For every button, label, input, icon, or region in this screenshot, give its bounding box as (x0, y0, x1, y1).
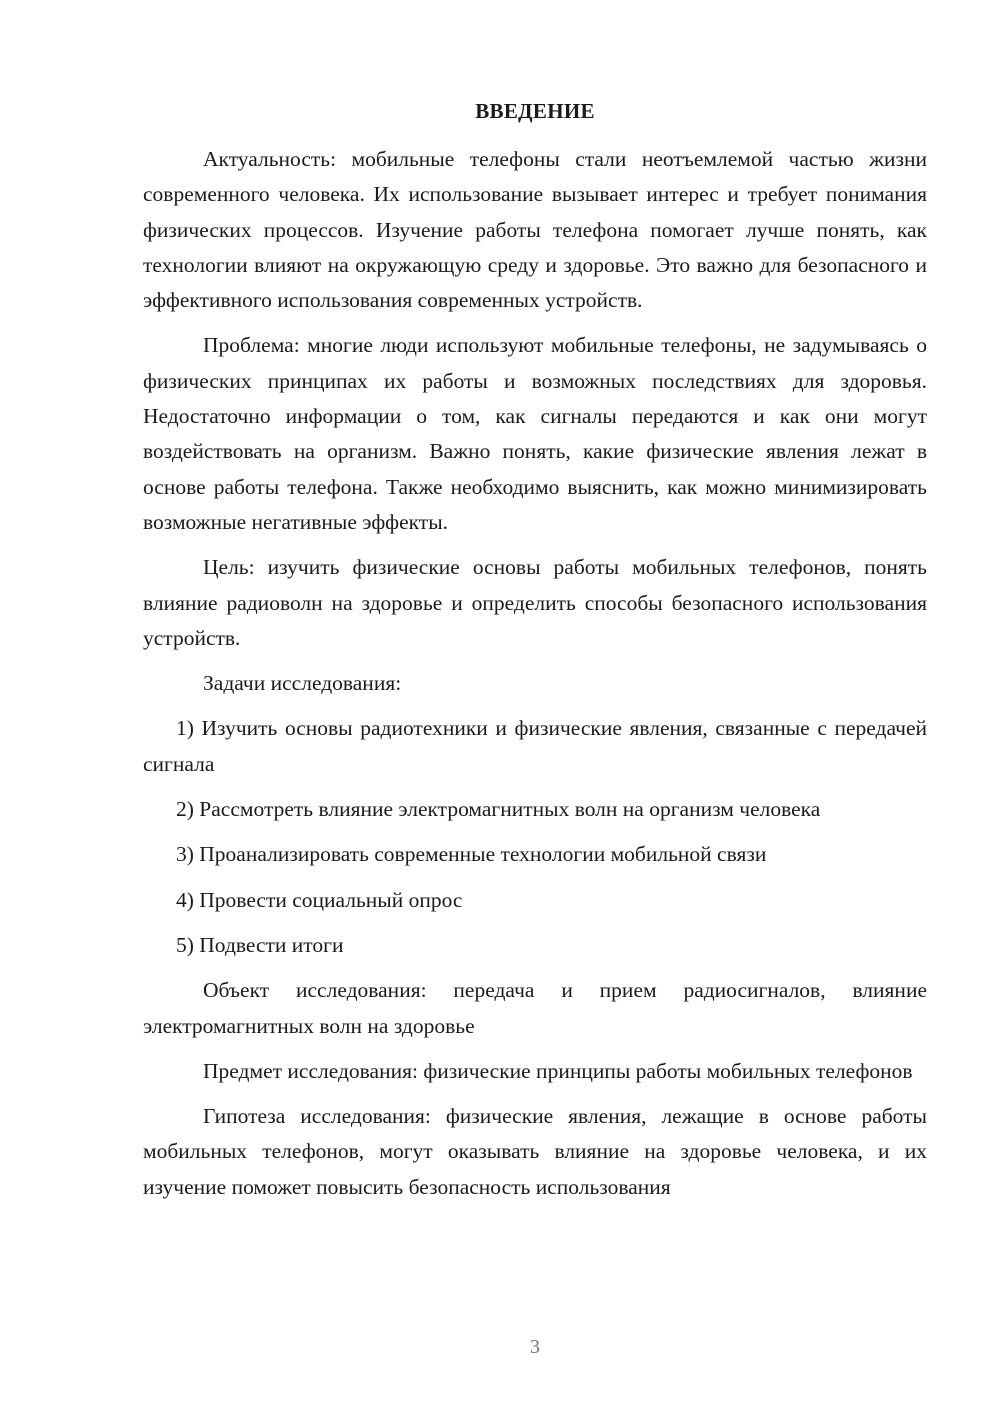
document-body (143, 142, 927, 1205)
paragraph-goal: Цель: изучить физические основы работы мобильных телефонов, понять влияние радиоволн на здоровье и определить способы безопасного использования устройств. (143, 555, 927, 650)
task-item-5: 5) Подвести итоги (176, 932, 344, 957)
paragraph-relevance: Актуальность: мобильные телефоны стали неотъемлемой частью жизни современного человека. Их использование вызывает интерес и требует понимания физических процессов. Изучение работы телефона помогает лучше понять, как технологии влияют на окружающую среду и здоровье. Это важно для безопасного и эффективного использования современных устройств. (143, 147, 927, 313)
paragraph-object: Объект исследования: передача и прием радиосигналов, влияние электромагнитных волн на здоровье (143, 978, 927, 1038)
page-number: 3 (530, 1336, 540, 1358)
page-title: ВВЕДЕНИЕ (475, 99, 595, 123)
paragraph-subject: Предмет исследования: физические принципы работы мобильных телефонов (203, 1058, 913, 1083)
paragraph-problem: Проблема: многие люди используют мобильные телефоны, не задумываясь о физических принципах их работы и возможных последствиях для здоровья. Недостаточно информации о том, как сигналы передаются и как они могут воздействовать на организм. Важно понять, какие физические явления лежат в основе работы телефона. Также необходимо выяснить, как можно минимизировать возможные негативные эффекты. (143, 333, 927, 534)
task-item-4: 4) Провести социальный опрос (176, 887, 463, 912)
task-item-2: 2) Рассмотреть влияние электромагнитных волн на организм человека (176, 797, 821, 822)
task-item-3: 3) Проанализировать современные технологии мобильной связи (176, 842, 767, 867)
paragraph-hypothesis: Гипотеза исследования: физические явления, лежащие в основе работы мобильных телефонов, могут оказывать влияние на здоровье человека, и их изучение поможет повысить безопасность использования (143, 1104, 927, 1199)
paragraph-tasks-heading: Задачи исследования: (203, 671, 402, 696)
document-page (143, 0, 927, 1414)
task-item-1: 1) Изучить основы радиотехники и физические явления, связанные с передачей сигнала (143, 716, 927, 776)
